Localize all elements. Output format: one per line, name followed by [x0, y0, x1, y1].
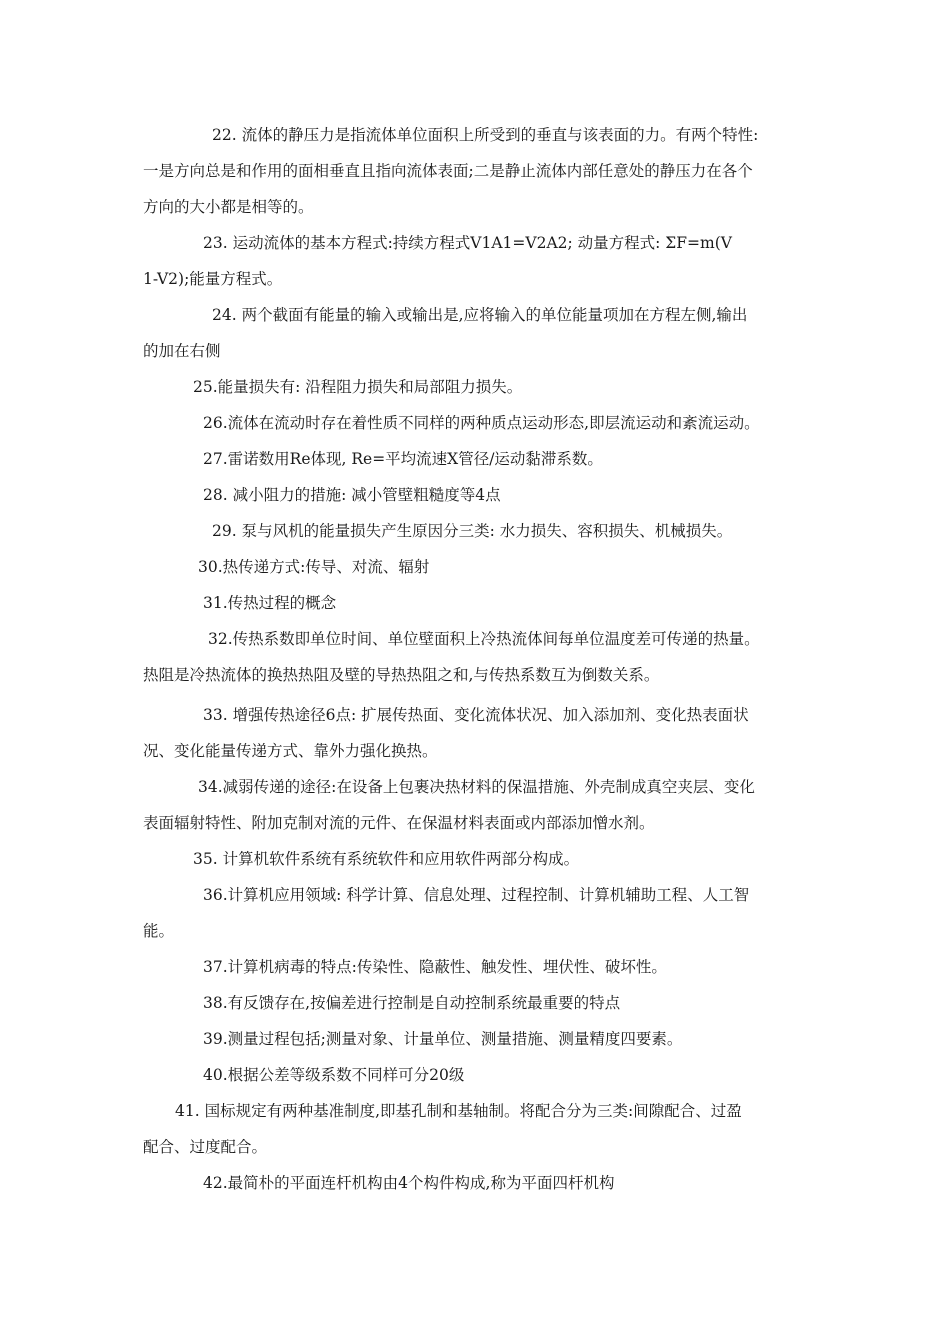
text-line: 一是方向总是和作用的面相垂直且指向流体表面;二是静止流体内部任意处的静压力在各个 [143, 162, 753, 180]
text-line: 32.传热系数即单位时间、单位壁面积上冷热流体间每单位温度差可传递的热量。 [208, 630, 760, 648]
text-line: 41. 国标规定有两种基准制度,即基孔制和基轴制。将配合分为三类:间隙配合、过盈 [175, 1102, 742, 1120]
text-line: 1-V2);能量方程式。 [143, 270, 283, 288]
text-line: 34.减弱传递的途径:在设备上包裹决热材料的保温措施、外壳制成真空夹层、变化 [198, 778, 755, 796]
text-line: 38.有反馈存在,按偏差进行控制是自动控制系统最重要的特点 [203, 994, 621, 1012]
text-line: 况、变化能量传递方式、靠外力强化换热。 [143, 742, 438, 760]
text-line: 表面辐射特性、附加克制对流的元件、在保温材料表面或内部添加憎水剂。 [143, 814, 655, 832]
text-line: 40.根据公差等级系数不同样可分20级 [203, 1066, 465, 1084]
text-line: 22. 流体的静压力是指流体单位面积上所受到的垂直与该表面的力。有两个特性: [212, 126, 759, 144]
text-line: 35. 计算机软件系统有系统软件和应用软件两部分构成。 [193, 850, 580, 868]
text-line: 33. 增强传热途径6点: 扩展传热面、变化流体状况、加入添加剂、变化热表面状 [203, 706, 749, 724]
text-line: 42.最简朴的平面连杆机构由4个构件构成,称为平面四杆机构 [203, 1174, 615, 1192]
text-line: 23. 运动流体的基本方程式:持续方程式V1A1=V2A2; 动量方程式: ΣF=m(V [203, 234, 732, 252]
text-line: 的加在右侧 [143, 342, 221, 360]
text-line: 27.雷诺数用Re体现, Re=平均流速X管径/运动黏滞系数。 [203, 450, 603, 468]
text-line: 37.计算机病毒的特点:传染性、隐蔽性、触发性、埋伏性、破坏性。 [203, 958, 667, 976]
text-line: 24. 两个截面有能量的输入或输出是,应将输入的单位能量项加在方程左侧,输出 [212, 306, 748, 324]
text-line: 26.流体在流动时存在着性质不同样的两种质点运动形态,即层流运动和紊流运动。 [203, 414, 760, 432]
text-line: 29. 泵与风机的能量损失产生原因分三类: 水力损失、容积损失、机械损失。 [212, 522, 733, 540]
text-line: 方向的大小都是相等的。 [143, 198, 314, 216]
text-line: 36.计算机应用领域: 科学计算、信息处理、过程控制、计算机辅助工程、人工智 [203, 886, 750, 904]
text-line: 配合、过度配合。 [143, 1138, 268, 1156]
text-line: 28. 减小阻力的措施: 减小管壁粗糙度等4点 [203, 486, 501, 504]
text-line: 31.传热过程的概念 [203, 594, 337, 612]
text-line: 25.能量损失有: 沿程阻力损失和局部阻力损失。 [193, 378, 523, 396]
text-line: 30.热传递方式:传导、对流、辐射 [198, 558, 430, 576]
text-line: 39.测量过程包括;测量对象、计量单位、测量措施、测量精度四要素。 [203, 1030, 683, 1048]
text-line: 热阻是冷热流体的换热热阻及壁的导热热阻之和,与传热系数互为倒数关系。 [143, 666, 660, 684]
text-line: 能。 [143, 922, 175, 940]
